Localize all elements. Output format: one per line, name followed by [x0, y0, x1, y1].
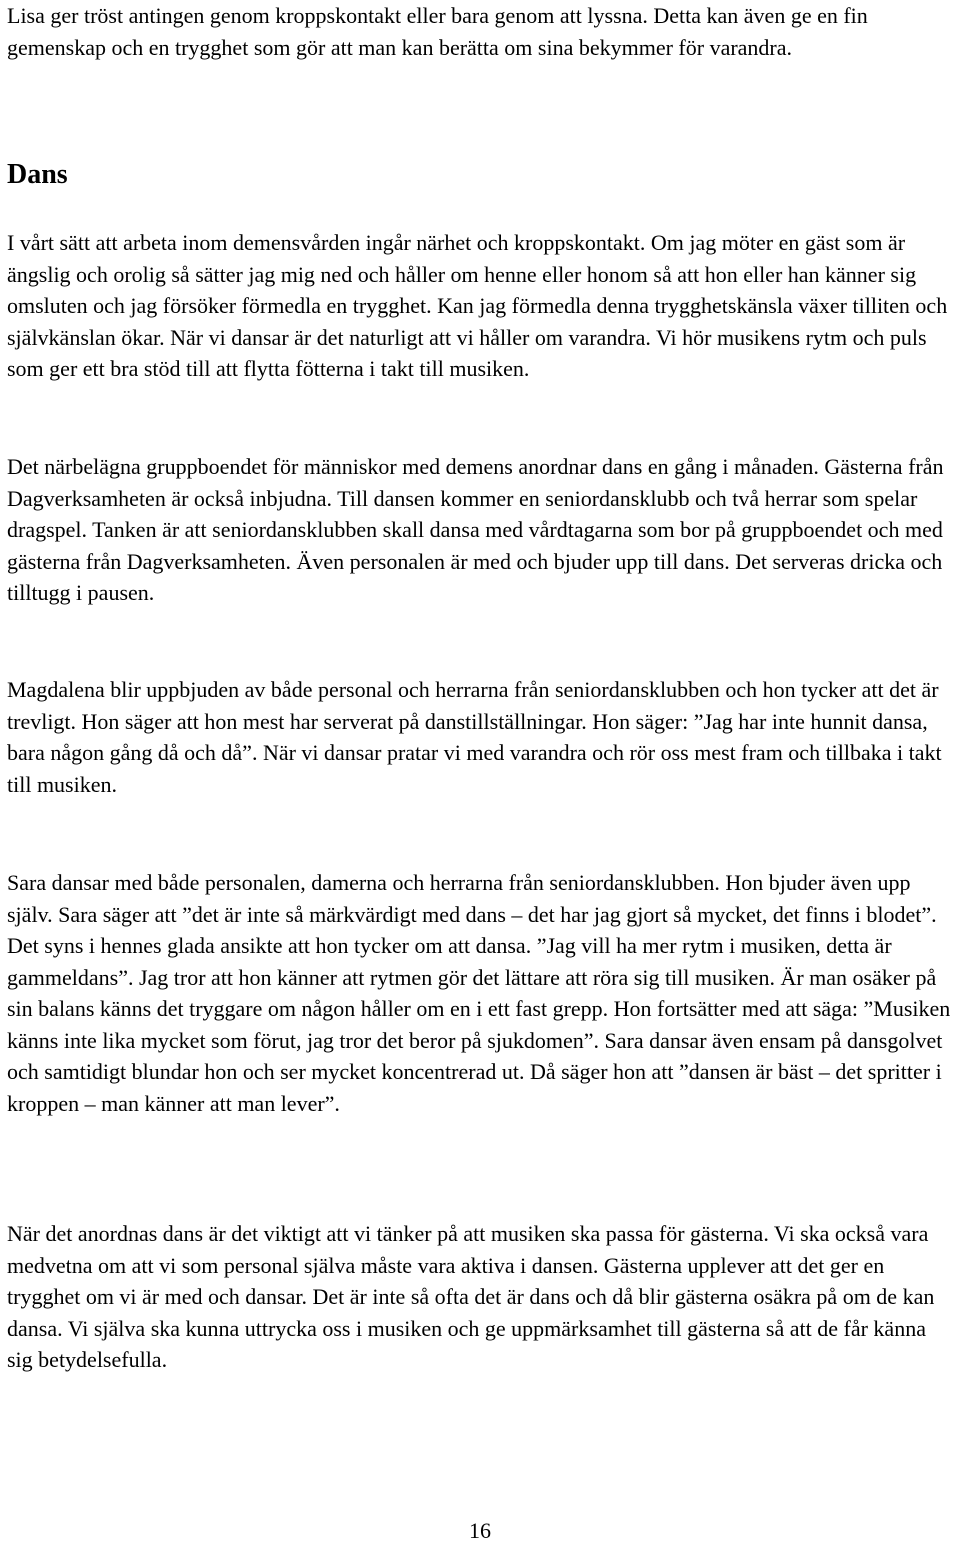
- paragraph-2: Det närbelägna gruppboendet för människor med demens anordnar dans en gång i månaden. Gästerna från Dagverksamheten är också inbjudna. Till dansen kommer en seniordansklubb och två herrar som spelar dragspel. Tanken är att seniordansklubben skall dansa med vårdtagarna som bor på gruppboendet och med gästerna från Dagverksamheten. Även personalen är med och bjuder upp till dans. Det serveras dricka och tilltugg i pausen.: [7, 454, 944, 605]
- paragraph-5: När det anordnas dans är det viktigt att vi tänker på att musiken ska passa för gästerna. Vi ska också vara medvetna om att vi som personal själva måste vara aktiva i dansen. Gästerna upplever att det ger en trygghet om vi är med och dansar. Det är inte så ofta det är dans och då blir gästerna osäkra på om de kan dansa. Vi själva ska kunna uttrycka oss i musiken och ge uppmärksamhet till gästerna så att de får känna sig betydelsefulla.: [7, 1221, 935, 1372]
- section-heading: Dans: [7, 159, 68, 190]
- paragraph-intro: Lisa ger tröst antingen genom kroppskontakt eller bara genom att lyssna. Detta kan även ge en fin gemenskap och en trygghet som gör att man kan berätta om sina bekymmer för varandra.: [7, 3, 868, 60]
- page-number: 16: [469, 1518, 491, 1543]
- paragraph-4: Sara dansar med både personalen, damerna och herrarna från seniordansklubben. Hon bjuder även upp själv. Sara säger att ”det är inte så märkvärdigt med dans – det har jag gjort så mycket, det finns i blodet”. Det syns i hennes glada ansikte att hon tycker om att dansa. ”Jag vill ha mer rytm i musiken, detta är gammeldans”. Jag tror att hon känner att rytmen gör det lättare att röra sig till musiken. Är man osäker på sin balans känns det tryggare om någon håller om en i ett fast grepp. Hon fortsätter med att säga: ”Musiken känns inte lika mycket som förut, jag tror det beror på sjukdomen”. Sara dansar även ensam på dansgolvet och samtidigt blundar hon och ser mycket koncentrerad ut. Då säger hon att ”dansen är bäst – det spritter i kroppen – man känner att man lever”.: [7, 870, 951, 1116]
- paragraph-1: I vårt sätt att arbeta inom demensvården ingår närhet och kroppskontakt. Om jag möter en gäst som är ängslig och orolig så sätter jag mig ned och håller om henne eller honom så att hon eller han känner sig omsluten och jag försöker förmedla en trygghet. Kan jag förmedla denna trygghetskänsla växer tilliten och självkänslan ökar. När vi dansar är det naturligt att vi håller om varandra. Vi hör musikens rytm och puls som ger ett bra stöd till att flytta fötterna i takt till musiken.: [7, 230, 948, 381]
- paragraph-3: Magdalena blir uppbjuden av både personal och herrarna från seniordansklubben och hon tycker att det är trevligt. Hon säger att hon mest har serverat på danstillställningar. Hon säger: ”Jag har inte hunnit dansa, bara någon gång då och då”. När vi dansar pratar vi med varandra och rör oss mest fram och tillbaka i takt till musiken.: [7, 677, 942, 797]
